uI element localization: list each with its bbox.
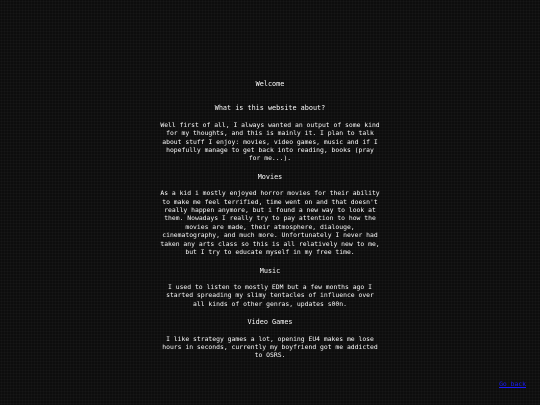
section-heading-about: What is this website about? (214, 104, 326, 113)
go-back-link[interactable]: Go back (499, 380, 526, 388)
section-heading-movies: Movies (257, 172, 283, 181)
section-body-music: I used to listen to mostly EDM but a few months ago I started spreading my slimy tentacles of influence over all kinds of other genras, updates s00n. (166, 282, 374, 308)
section-heading-music: Music (259, 266, 281, 275)
main-content (160, 80, 380, 370)
section-body-movies: As a kid i mostly enjoyed horror movies for their ability to make me feel terrified, time went on and that doesn't really happen anymore, but i found a new way to look at them. Nowadays I really try to pay attention to how the movies are made, their atmosphere, dialouge, cinematography, and much more. Unfortunately I never had taken any arts class so this is all relatively new to me, but I try to educate myself in my free time. (160, 189, 380, 257)
section-body-about: Well first of all, I always wanted an output of some kind for my thoughts, and this is mainly it. I plan to talk about stuff I enjoy: movies, video games, music and if I hopefully manage to get back into reading, books (pray for me...). (160, 120, 380, 163)
welcome-title: Welcome (255, 80, 285, 88)
section-heading-video-games: Video Games (247, 318, 293, 327)
section-body-video-games: I like strategy games a lot, opening EU4 makes me lose hours in seconds, currently my boyfriend got me addicted to OSRS. (162, 334, 378, 360)
